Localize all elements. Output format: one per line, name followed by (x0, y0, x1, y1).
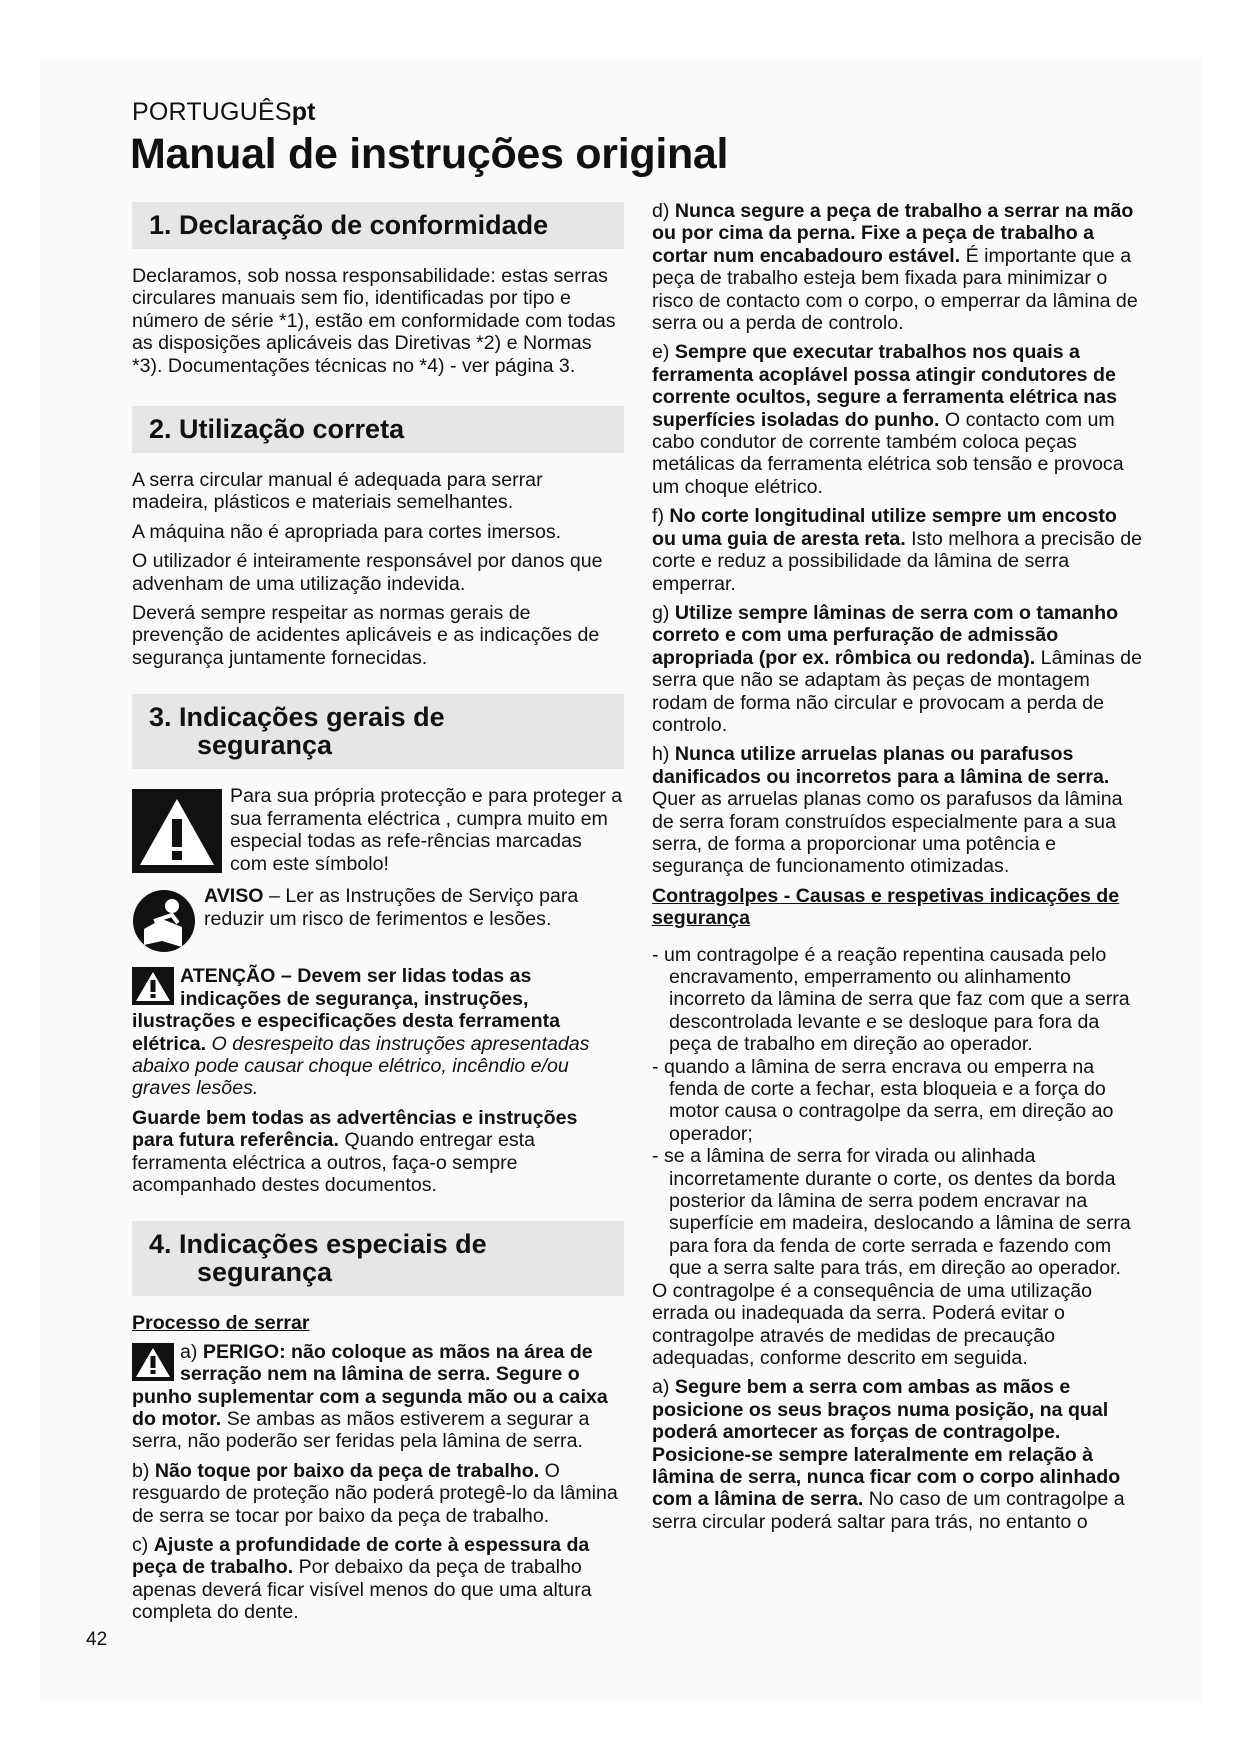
item-h: h) Nunca utilize arruelas planas ou parafusos danificados ou incorretos para a lâmina de serra. Quer as arruelas planas como os parafusos da lâmina de serra foram construídos especialmente para a sua serra, de forma a proporcionar uma potência e segurança de funcionamento otimizadas. (652, 743, 1123, 878)
item-c: c) Ajuste a profundidade de corte à espessura da peça de trabalho. Por debaixo da peça de trabalho apenas deverá ficar visível menos do que uma altura completa do dente. (132, 1534, 592, 1624)
read-manual-icon (132, 889, 196, 953)
language-code: pt (291, 98, 316, 126)
list-item: - se a lâmina de serra for virada ou alinhada incorretamente durante o corte, os dentes da borda posterior da lâmina de serra podem encravar na superfície em madeira, deslocando a lâmina de serra para fora da fenda de corte serrada e fazendo com que a serra salte para trás, em direção ao operador. (652, 1145, 1131, 1280)
aviso-note (132, 885, 624, 945)
paragraph: O contragolpe é a consequência de uma utilização errada ou inadequada da serra. Poderá evitar o contragolpe através de medidas de precaução adequadas, conforme descrito em seguida. (652, 1279, 1093, 1369)
list-item: - um contragolpe é a reação repentina causada pelo encravamento, emperramento ou alinhamento incorreto da lâmina de serra que faz com que a serra descontrolada levante e se desloque para fora da peça de trabalho em direção ao operador. (652, 943, 1130, 1056)
paragraph: A serra circular manual é adequada para serrar madeira, plásticos e materiais semelhantes. (132, 469, 543, 514)
paragraph: A máquina não é apropriada para cortes imersos. (132, 520, 562, 543)
page-number: 42 (86, 1629, 108, 1650)
aviso-label: AVISO (204, 885, 264, 908)
right-column (652, 200, 1144, 1540)
safety-symbol-note (132, 785, 624, 877)
subheading-contragolpes: Contragolpes - Causas e respetivas indicações de segurança (652, 884, 1120, 930)
subheading-processo: Processo de serrar (132, 1312, 310, 1335)
aviso-text: – Ler as Instruções de Serviço para reduzir um risco de ferimentos e lesões. (204, 885, 579, 930)
item-e: e) Sempre que executar trabalhos nos quais a ferramenta acoplável possa atingir condutores de corrente ocultos, segure a ferramenta elétrica nas superfícies isoladas do punho. O contacto com um cabo condutor de corrente também coloca peças metálicas da ferramenta elétrica sob tensão e provoca um choque elétrico. (652, 341, 1124, 498)
item-d: d) Nunca segure a peça de trabalho a serrar na mão ou por cima da perna. Fixe a peça de trabalho a cortar num encabadouro estável. É importante que a peça de trabalho esteja bem fixada para minimizar o risco de contacto com o corpo, o emperrar da lâmina de serra ou a perda de controlo. (652, 200, 1138, 335)
symbol-note-text: Para sua própria protecção e para proteger a sua ferramenta eléctrica , cumpra muito em especial todas as refe-rências marcadas com este símbolo! (230, 785, 623, 875)
section-heading-4: 4. Indicações especiais de segurança (132, 1221, 624, 1296)
item-b: b) Não toque por baixo da peça de trabalho. O resguardo de proteção não poderá protegê-lo da lâmina de serra se tocar por baixo da peça de trabalho. (132, 1459, 618, 1527)
paragraph: Declaramos, sob nossa responsabilidade: estas serras circulares manuais sem fio, identificadas por tipo e número de série *1), estão em conformidade com todas as disposições aplicáveis das Diretivas *2) e Normas *3). Documentações técnicas no *4) - ver página 3. (132, 265, 616, 377)
left-column (132, 202, 624, 1631)
item-kickback-a: a) Segure bem a serra com ambas as mãos e posicione os seus braços numa posição, na qual poderá amortecer as forças de contragolpe. Posicione-se sempre lateralmente em relação à lâmina de serra, nunca ficar com o corpo alinhado com a lâmina de serra. No caso de um contragolpe a serra circular poderá saltar para trás, no entanto o (652, 1376, 1125, 1533)
warning-triangle-icon (132, 1343, 174, 1381)
warning-triangle-icon (132, 789, 222, 873)
atencao-paragraph: ATENÇÃO – Devem ser lidas todas as indicações de segurança, instruções, ilustrações e especificações desta ferramenta elétrica. O desrespeito das instruções apresentadas abaixo pode causar choque elétrico, incêndio e/ou graves lesões. (132, 965, 590, 1100)
section-heading-3: 3. Indicações gerais de segurança (132, 694, 624, 769)
kickback-list (652, 944, 1144, 1280)
warning-triangle-icon (132, 967, 174, 1005)
section-heading-1: 1. Declaração de conformidade (132, 202, 624, 249)
item-f: f) No corte longitudinal utilize sempre um encosto ou uma guia de aresta reta. Isto melhora a precisão de corte e reduz a possibilidade da lâmina de serra emperrar. (652, 505, 1143, 595)
language-label: PORTUGUÊSpt (132, 98, 316, 126)
guarde-paragraph: Guarde bem todas as advertências e instruções para futura referência. Quando entregar esta ferramenta eléctrica a outros, faça-o sempre acompanhado destes documentos. (132, 1106, 578, 1196)
list-item: - quando a lâmina de serra encrava ou emperra na fenda de corte a fechar, esta bloqueia e a força do motor causa o contragolpe da serra, em direção ao operador; (652, 1055, 1114, 1145)
item-a: a) PERIGO: não coloque as mãos na área de serração nem na lâmina de serra. Segure o punho suplementar com a segunda mão ou a caixa do motor. Se ambas as mãos estiverem a segurar a serra, não poderão ser feridas pela lâmina de serra. (132, 1340, 608, 1453)
page-title: Manual de instruções original (130, 130, 729, 178)
paragraph: O utilizador é inteiramente responsável por danos que advenham de uma utilização indevida. (132, 550, 603, 595)
item-g: g) Utilize sempre lâminas de serra com o tamanho correto e com uma perfuração de admissão apropriada (por ex. rômbica ou redonda). Lâminas de serra que não se adaptam às peças de montagem rodam de forma não circular e provocam a perda de controlo. (652, 601, 1142, 736)
paragraph: Deverá sempre respeitar as normas gerais de prevenção de acidentes aplicáveis e as indicações de segurança juntamente fornecidas. (132, 602, 600, 669)
section-heading-2: 2. Utilização correta (132, 406, 624, 453)
